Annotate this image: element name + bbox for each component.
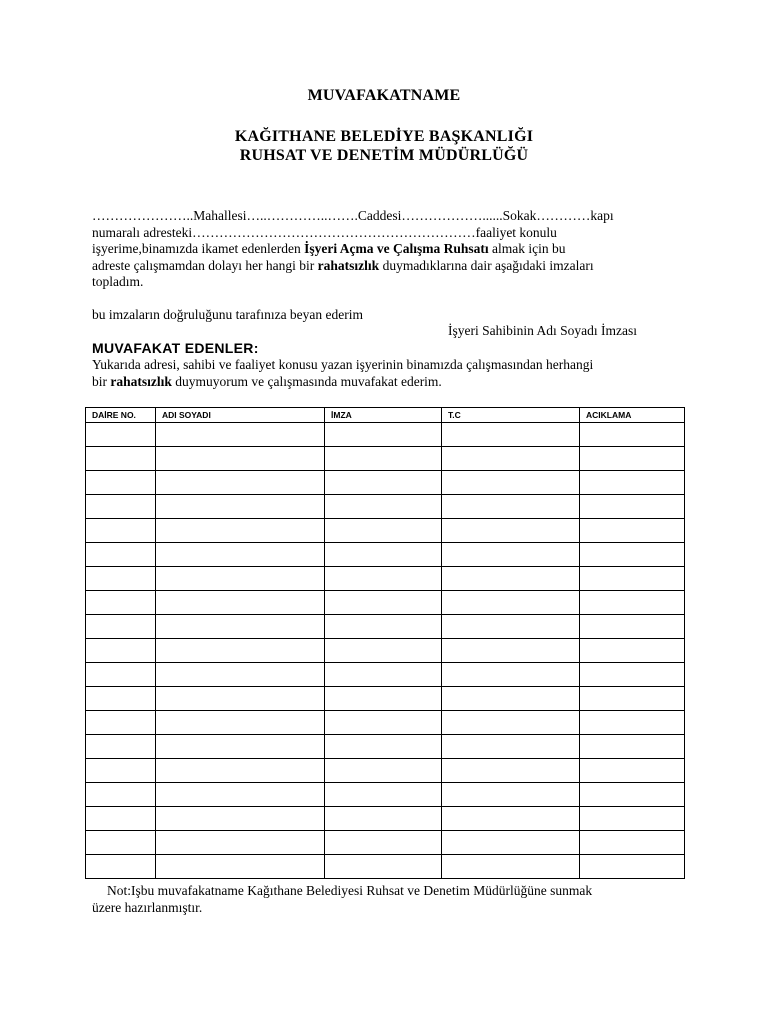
tc-cell[interactable]	[442, 567, 580, 591]
owner-signature-label: İşyeri Sahibinin Adı Soyadı İmzası	[448, 323, 637, 338]
description-cell[interactable]	[580, 687, 685, 711]
signature-cell[interactable]	[325, 663, 442, 687]
apartment-no-cell[interactable]	[86, 807, 156, 831]
tc-cell[interactable]	[442, 495, 580, 519]
name-surname-cell[interactable]	[156, 519, 325, 543]
intro-line-3-text: işyerime,binamızda ikamet edenlerden	[92, 241, 305, 256]
description-cell[interactable]	[580, 615, 685, 639]
description-cell[interactable]	[580, 831, 685, 855]
name-surname-cell[interactable]	[156, 423, 325, 447]
apartment-no-cell[interactable]	[86, 423, 156, 447]
description-cell[interactable]	[580, 807, 685, 831]
description-cell[interactable]	[580, 495, 685, 519]
apartment-no-cell[interactable]	[86, 687, 156, 711]
table-row	[86, 759, 685, 783]
tc-cell[interactable]	[442, 519, 580, 543]
name-surname-cell[interactable]	[156, 735, 325, 759]
name-surname-cell[interactable]	[156, 711, 325, 735]
apartment-no-cell[interactable]	[86, 519, 156, 543]
signature-cell[interactable]	[325, 495, 442, 519]
table-row	[86, 471, 685, 495]
name-surname-cell[interactable]	[156, 447, 325, 471]
signature-table	[85, 407, 685, 879]
signature-cell[interactable]	[325, 447, 442, 471]
name-surname-cell[interactable]	[156, 615, 325, 639]
description-cell[interactable]	[580, 519, 685, 543]
apartment-no-cell[interactable]	[86, 615, 156, 639]
tc-cell[interactable]	[442, 759, 580, 783]
consent-paragraph	[92, 357, 692, 390]
tc-cell[interactable]	[442, 855, 580, 879]
document-title: MUVAFAKATNAME	[307, 87, 461, 104]
table-body	[86, 423, 685, 879]
signature-cell[interactable]	[325, 831, 442, 855]
tc-cell[interactable]	[442, 639, 580, 663]
permit-name: İşyeri Açma ve Çalışma Ruhsatı	[304, 241, 489, 256]
signature-cell[interactable]	[325, 519, 442, 543]
note-line-1: Not:Işbu muvafakatname Kağıthane Belediyesi Ruhsat ve Denetim Müdürlüğüne sunmak	[107, 883, 593, 898]
tc-cell[interactable]	[442, 663, 580, 687]
intro-line-3	[92, 241, 692, 258]
apartment-no-cell[interactable]	[86, 543, 156, 567]
name-surname-cell[interactable]	[156, 639, 325, 663]
tc-cell[interactable]	[442, 735, 580, 759]
tc-cell[interactable]	[442, 687, 580, 711]
table-row	[86, 591, 685, 615]
intro-line-4-text: adreste çalışmamdan dolayı her hangi bir	[92, 257, 318, 273]
apartment-no-cell[interactable]	[86, 495, 156, 519]
apartment-no-cell[interactable]	[86, 447, 156, 471]
description-cell[interactable]	[580, 447, 685, 471]
signature-cell[interactable]	[325, 543, 442, 567]
table-row	[86, 711, 685, 735]
intro-line-2: numaralı adresteki………………………………………………………faaliyet konulu	[92, 224, 557, 240]
signature-cell[interactable]	[325, 639, 442, 663]
signature-cell[interactable]	[325, 471, 442, 495]
description-cell[interactable]	[580, 423, 685, 447]
apartment-no-cell[interactable]	[86, 855, 156, 879]
signature-cell[interactable]	[325, 711, 442, 735]
tc-cell[interactable]	[442, 807, 580, 831]
name-surname-cell[interactable]	[156, 807, 325, 831]
name-surname-cell[interactable]	[156, 687, 325, 711]
table-row	[86, 447, 685, 471]
table-row	[86, 663, 685, 687]
consent-line-2	[92, 374, 692, 391]
tc-cell[interactable]	[442, 423, 580, 447]
apartment-no-cell[interactable]	[86, 591, 156, 615]
column-header-name-surname: ADI SOYADI	[156, 408, 325, 423]
note-line-2: üzere hazırlanmıştır.	[92, 899, 203, 915]
name-surname-cell[interactable]	[156, 855, 325, 879]
table-row	[86, 639, 685, 663]
apartment-no-cell[interactable]	[86, 663, 156, 687]
apartment-no-cell[interactable]	[86, 831, 156, 855]
authority-line-2: RUHSAT VE DENETİM MÜDÜRLÜĞÜ	[239, 147, 529, 164]
signature-cell[interactable]	[325, 591, 442, 615]
table-row	[86, 855, 685, 879]
name-surname-cell[interactable]	[156, 663, 325, 687]
signature-cell[interactable]	[325, 567, 442, 591]
signature-cell[interactable]	[325, 807, 442, 831]
description-cell[interactable]	[580, 567, 685, 591]
description-cell[interactable]	[580, 759, 685, 783]
name-surname-cell[interactable]	[156, 543, 325, 567]
intro-paragraph	[92, 208, 692, 291]
table-row	[86, 519, 685, 543]
description-cell[interactable]	[580, 855, 685, 879]
intro-line-1: …………………..Mahallesi…..…………..…….Caddesi………………......Sokak…………kapı	[92, 208, 614, 223]
consent-line-2-text: bir	[92, 373, 111, 389]
tc-cell[interactable]	[442, 831, 580, 855]
tc-cell[interactable]	[442, 711, 580, 735]
apartment-no-cell[interactable]	[86, 759, 156, 783]
signature-cell[interactable]	[325, 735, 442, 759]
intro-line-5: topladım.	[92, 274, 144, 289]
description-cell[interactable]	[580, 639, 685, 663]
description-cell[interactable]	[580, 471, 685, 495]
apartment-no-cell[interactable]	[86, 711, 156, 735]
apartment-no-cell[interactable]	[86, 735, 156, 759]
description-cell[interactable]	[580, 735, 685, 759]
apartment-no-cell[interactable]	[86, 783, 156, 807]
consent-heading: MUVAFAKAT EDENLER:	[92, 340, 259, 356]
column-header-description: ACIKLAMA	[580, 408, 685, 423]
column-header-apartment-no: DAİRE NO.	[86, 408, 156, 423]
note-paragraph	[92, 883, 692, 916]
description-cell[interactable]	[580, 783, 685, 807]
table-row	[86, 423, 685, 447]
name-surname-cell[interactable]	[156, 471, 325, 495]
table-row	[86, 567, 685, 591]
signature-cell[interactable]	[325, 759, 442, 783]
name-surname-cell[interactable]	[156, 591, 325, 615]
name-surname-cell[interactable]	[156, 831, 325, 855]
apartment-no-cell[interactable]	[86, 567, 156, 591]
signature-cell[interactable]	[325, 615, 442, 639]
table-row	[86, 543, 685, 567]
apartment-no-cell[interactable]	[86, 639, 156, 663]
signature-cell[interactable]	[325, 855, 442, 879]
table-row	[86, 807, 685, 831]
intro-line-4-end: duymadıklarına dair aşağıdaki imzaları	[379, 257, 594, 273]
signature-cell[interactable]	[325, 423, 442, 447]
description-cell[interactable]	[580, 663, 685, 687]
tc-cell[interactable]	[442, 447, 580, 471]
signature-cell[interactable]	[325, 783, 442, 807]
table-header-row	[86, 408, 685, 423]
tc-cell[interactable]	[442, 471, 580, 495]
table-row	[86, 735, 685, 759]
declaration-statement: bu imzaların doğruluğunu tarafınıza beyan ederim	[92, 307, 364, 322]
tc-cell[interactable]	[442, 591, 580, 615]
consent-line-1: Yukarıda adresi, sahibi ve faaliyet konusu yazan işyerinin binamızda çalışmasından herhangi	[92, 357, 594, 372]
consent-line-2-end: duymuyorum ve çalışmasında muvafakat ederim.	[171, 373, 442, 389]
signature-cell[interactable]	[325, 687, 442, 711]
disturbance-term: rahatsızlık	[317, 257, 380, 273]
column-header-tc: T.C	[442, 408, 580, 423]
name-surname-cell[interactable]	[156, 495, 325, 519]
table-row	[86, 783, 685, 807]
name-surname-cell[interactable]	[156, 783, 325, 807]
description-cell[interactable]	[580, 711, 685, 735]
table-row	[86, 831, 685, 855]
name-surname-cell[interactable]	[156, 567, 325, 591]
tc-cell[interactable]	[442, 615, 580, 639]
description-cell[interactable]	[580, 591, 685, 615]
consent-disturbance-term: rahatsızlık	[110, 373, 172, 389]
table-row	[86, 495, 685, 519]
authority-line-1: KAĞITHANE BELEDİYE BAŞKANLIĞI	[234, 128, 534, 145]
description-cell[interactable]	[580, 543, 685, 567]
intro-line-3-end: almak için bu	[488, 241, 566, 256]
tc-cell[interactable]	[442, 543, 580, 567]
table-row	[86, 687, 685, 711]
name-surname-cell[interactable]	[156, 759, 325, 783]
table-row	[86, 615, 685, 639]
intro-line-4	[92, 258, 692, 275]
tc-cell[interactable]	[442, 783, 580, 807]
apartment-no-cell[interactable]	[86, 471, 156, 495]
column-header-signature: İMZA	[325, 408, 442, 423]
